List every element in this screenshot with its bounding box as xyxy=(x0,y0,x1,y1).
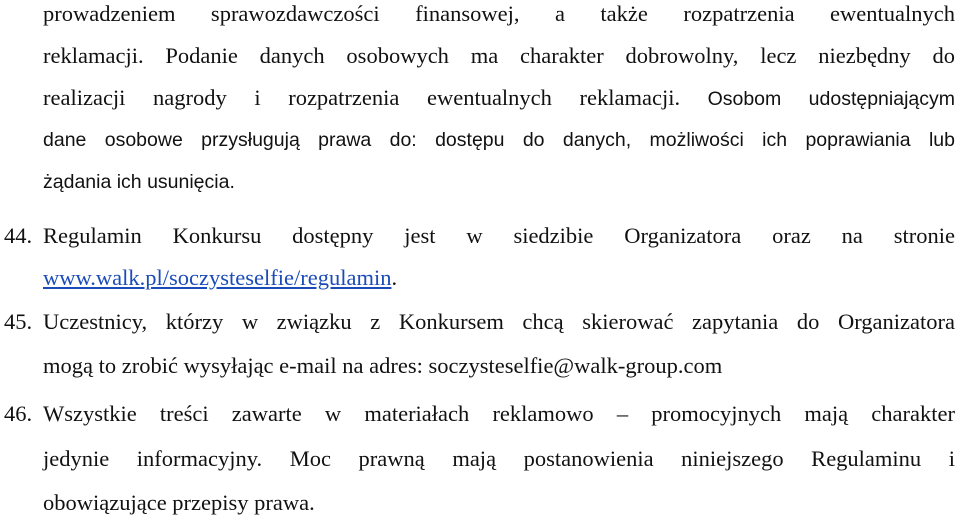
paragraph-line-1: prowadzeniem sprawozdawczości finansowej, a także rozpatrzenia ewentualnych xyxy=(43,1,955,26)
item-45-line-1 xyxy=(4,309,955,335)
paragraph-line-3 xyxy=(43,85,955,111)
item-46-text: Wszystkie treści zawarte w materiałach reklamowo – promocyjnych mają charakter xyxy=(43,401,955,426)
item-45-line-2: mogą to zrobić wysyłając e-mail na adres: soczysteselfie@walk-group.com xyxy=(43,353,723,378)
item-44-line-1 xyxy=(4,223,955,249)
item-44-number: 44. xyxy=(4,223,33,248)
item-44-link-suffix: . xyxy=(391,265,398,290)
paragraph-line-2: reklamacji. Podanie danych osobowych ma charakter dobrowolny, lecz niezbędny do xyxy=(43,43,955,68)
item-46-line-1 xyxy=(4,401,955,427)
item-46-line-2: jedynie informacyjny. Moc prawną mają postanowienia niniejszego Regulaminu i xyxy=(43,446,955,471)
paragraph-line-3-part2: Osobom udostępniającym xyxy=(707,88,956,110)
item-46-number: 46. xyxy=(4,401,33,426)
regulamin-link[interactable]: www.walk.pl/soczysteselfie/regulamin xyxy=(43,265,392,290)
item-46-line-3: obowiązujące przepisy prawa. xyxy=(43,490,315,515)
item-44-text: Regulamin Konkursu dostępny jest w siedzibie Organizatora oraz na stronie xyxy=(43,223,955,248)
item-45-text: Uczestnicy, którzy w związku z Konkursem chcą skierować zapytania do Organizatora xyxy=(43,309,955,334)
item-44-line-2 xyxy=(43,265,955,291)
paragraph-line-3-part1: realizacji nagrody i rozpatrzenia ewentualnych reklamacji. xyxy=(43,85,681,110)
paragraph-line-4: dane osobowe przysługują prawa do: dostępu do danych, możliwości ich poprawiania lub xyxy=(43,129,955,151)
item-45-number: 45. xyxy=(4,309,33,334)
paragraph-line-5: żądania ich usunięcia. xyxy=(43,171,235,193)
